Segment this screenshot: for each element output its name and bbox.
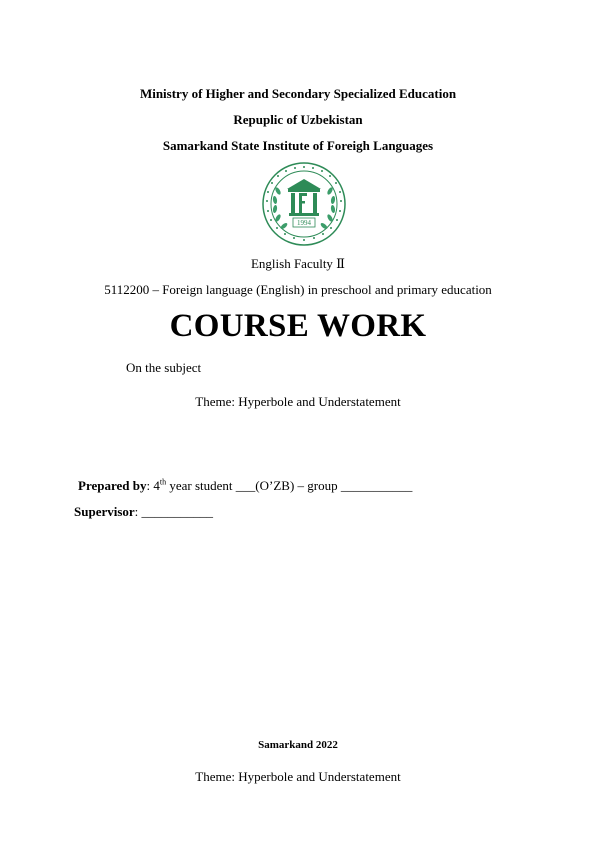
- student-year-suffix: th: [159, 477, 167, 487]
- faculty-name: English Faculty Ⅱ: [250, 256, 346, 271]
- prepared-by-line: [78, 478, 412, 494]
- subject-label: On the subject: [126, 360, 202, 375]
- program-code: 5112200 – Foreign language (English) in preschool and primary education: [104, 282, 492, 297]
- city-year: Samarkand 2022: [258, 739, 338, 751]
- student-year-number: 4: [153, 478, 160, 493]
- course-work-title: COURSE WORK: [169, 308, 427, 344]
- theme-line: Theme: Hyperbole and Understatement: [195, 394, 401, 409]
- prepared-by-colon: :: [146, 478, 154, 493]
- republic-heading: Repuplic of Uzbekistan: [233, 112, 363, 127]
- prepared-by-label: Prepared by: [78, 478, 147, 493]
- emblem-year-text: 1994: [297, 219, 311, 227]
- institute-heading: Samarkand State Institute of Foreigh Languages: [162, 138, 434, 153]
- student-group-info: year student ___(O’ZB) – group ___________: [166, 478, 413, 493]
- ministry-heading: Ministry of Higher and Secondary Specialized Education: [139, 86, 457, 101]
- supervisor-blank: : ___________: [134, 504, 214, 519]
- supervisor-label: Supervisor: [74, 504, 135, 519]
- supervisor-line: [74, 504, 213, 520]
- institute-emblem-icon: [261, 161, 347, 247]
- footer-theme-line: Theme: Hyperbole and Understatement: [195, 769, 401, 784]
